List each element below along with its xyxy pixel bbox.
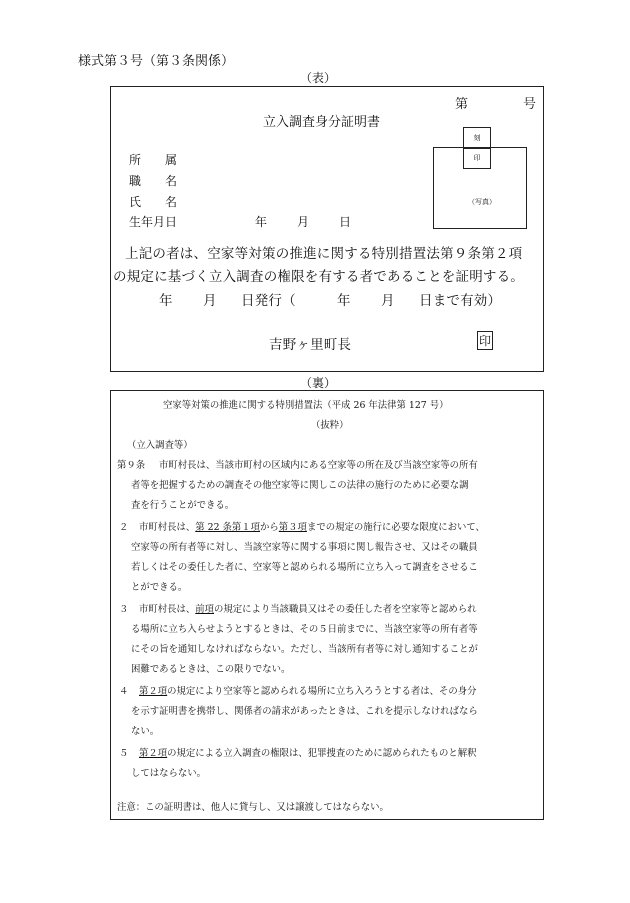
paragraph-3-number: ３ <box>119 604 129 615</box>
paragraph-4-line-3: ない。 <box>131 726 160 737</box>
certificate-number-label: 第 <box>455 97 469 112</box>
paragraph-5-text: の規定による立入調査の権限は、犯罪捜査のために認められたものと解釈 <box>167 748 477 759</box>
birth-year-label: 年 <box>255 215 268 229</box>
paragraph-4-number: ４ <box>119 686 129 697</box>
excerpt-label: （抜粋） <box>311 420 349 431</box>
law-title: 空家等対策の推進に関する特別措置法（平成 26 年法律第 127 号） <box>163 400 449 411</box>
seal-box-top: 刻 <box>463 127 491 149</box>
field-name: 氏 名 <box>129 195 178 209</box>
valid-month: 月 <box>381 293 395 309</box>
issuer-seal: 印 <box>477 331 493 350</box>
front-card <box>110 86 544 372</box>
paragraph-2-text-a: 市町村長は、 <box>139 522 196 533</box>
usage-note: 注意：この証明書は、他人に貸与し、又は譲渡してはならない。 <box>117 802 389 813</box>
paragraph-2-line-3: 若しくはその委任した者に、空家等と認められる場所に立ち入って調査をさせるこ <box>131 562 478 573</box>
statement-line-2: の規定に基づく立入調査の権限を有する者であることを証明する。 <box>113 269 524 285</box>
paragraph-5-line-1 <box>139 745 477 759</box>
article-9-label: 第９条 <box>117 460 146 471</box>
valid-year: 年 <box>337 293 351 309</box>
issue-day: 日発行（ <box>241 293 296 309</box>
paragraph-2-line-2: 空家等の所有者等に対し、当該空家等に関する事項に関し報告させ、又はその職員 <box>131 542 478 553</box>
paragraph-2-text-c: までの規定の施行に必要な限度において、 <box>306 522 485 533</box>
article-9-line-3: 査を行うことができる。 <box>131 500 235 511</box>
paragraph-5-number: ５ <box>119 748 129 759</box>
form-label: 様式第３号（第３条関係） <box>78 54 235 69</box>
field-birthdate: 生年月日 <box>129 215 178 229</box>
paragraph-3-line-3: にその旨を通知しなければならない。ただし、当該所有者等に対し通知することが <box>131 644 478 655</box>
paragraph-5-ref-paragraph-2: 第２項 <box>139 748 168 759</box>
birth-month-label: 月 <box>297 215 310 229</box>
paragraph-2-ref-article-22: 第 22 条第１項 <box>195 522 261 533</box>
paragraph-4-line-1 <box>139 683 477 697</box>
section-heading: （立入調査等） <box>127 440 193 451</box>
paragraph-3-line-2: る場所に立ち入らせようとするときは、その５日前までに、当該空家等の所有者等 <box>131 624 478 635</box>
paragraph-2-ref-paragraph-3: 第３項 <box>278 522 307 533</box>
paragraph-3-text-a: 市町村長は、 <box>139 604 196 615</box>
paragraph-4-text: の規定により空家等と認められる場所に立ち入ろうとする者は、その身分 <box>167 686 477 697</box>
paragraph-5-line-2: してはならない。 <box>131 768 207 779</box>
paragraph-3-ref-previous: 前項 <box>195 604 215 615</box>
paragraph-3-line-1 <box>139 601 477 615</box>
certificate-title: 立入調査身分証明書 <box>263 115 381 130</box>
front-side-label: （表） <box>300 71 337 85</box>
paragraph-2-text-b: から <box>260 522 279 533</box>
paragraph-3-text-b: の規定により当該職員又はその委任した者を空家等と認められ <box>214 604 477 615</box>
field-affiliation: 所 属 <box>129 153 178 167</box>
paragraph-4-ref-paragraph-2: 第２項 <box>139 686 168 697</box>
valid-until: 日まで有効） <box>419 293 502 309</box>
article-9-line-2: 者等を把握するための調査その他空家等に関しこの法律の施行のために必要な調 <box>131 480 469 491</box>
paragraph-3-line-4: 困難であるときは、この限りでない。 <box>131 664 291 675</box>
birth-day-label: 日 <box>339 215 352 229</box>
paragraph-2-line-4: とができる。 <box>131 582 188 593</box>
issue-month: 月 <box>203 293 217 309</box>
paragraph-2-number: ２ <box>119 522 129 533</box>
paragraph-4-line-2: を示す証明書を携帯し、関係者の請求があったときは、これを提示しなければなら <box>131 706 478 717</box>
photo-label: （写真） <box>468 198 496 206</box>
statement-line-1: 上記の者は、空家等対策の推進に関する特別措置法第９条第２項 <box>125 246 523 262</box>
paragraph-2-line-1 <box>139 519 485 533</box>
article-9-line-1: 市町村長は、当該市町村の区域内にある空家等の所在及び当該空家等の所有 <box>159 460 478 471</box>
issue-year: 年 <box>159 293 173 309</box>
back-side-label: （裏） <box>300 376 337 390</box>
issuer-name: 吉野ヶ里町長 <box>269 337 352 353</box>
certificate-number-suffix: 号 <box>523 97 537 112</box>
seal-box-bottom: 印 <box>463 147 491 169</box>
field-position: 職 名 <box>129 174 178 188</box>
back-card <box>110 390 544 820</box>
